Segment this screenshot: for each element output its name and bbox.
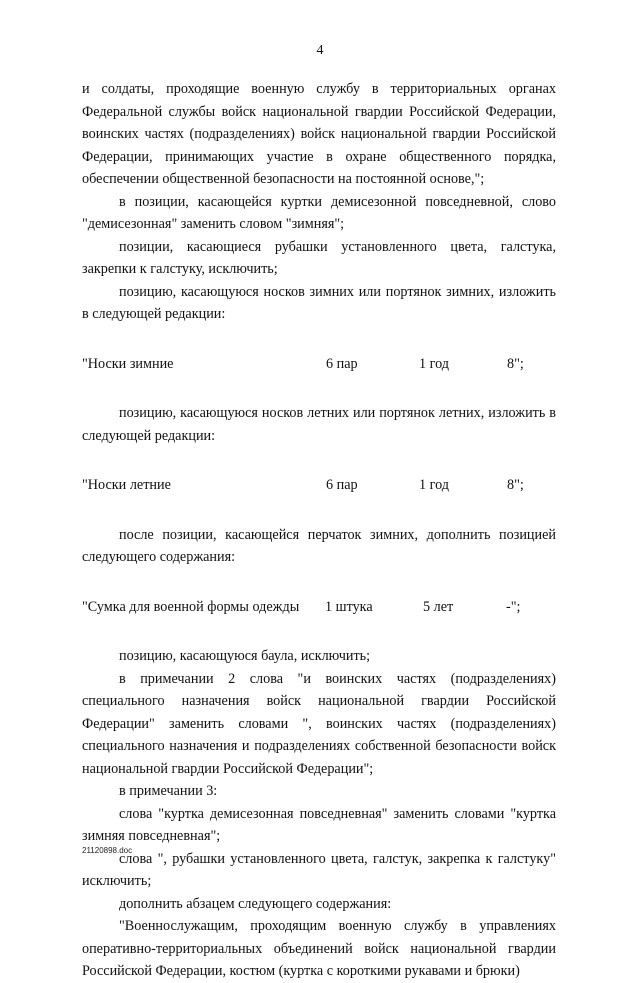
paragraph-gloves-add: после позиции, касающейся перчаток зимних, дополнить позицией следующего содержания: (82, 526, 556, 565)
table-row-bag (82, 596, 556, 619)
paragraph-servicemen: "Военнослужащим, проходящим военную службу в управлениях оперативно-территориальных объединений войск национальной гвардии Российской Федерации, костюм (куртка с короткими рукавами и брюки) (82, 918, 556, 979)
footer-doc-id: 21120898.doc (82, 846, 133, 855)
page-number: 4 (316, 43, 324, 58)
row-item: "Носки зимние (82, 355, 174, 372)
row-item: "Носки летние (82, 477, 171, 493)
row-item: "Сумка для военной формы одежды (82, 598, 300, 615)
row-number: 8"; (507, 477, 524, 493)
paragraph-note-3: в примечании 3: (119, 783, 218, 799)
row-term: 5 лет (423, 598, 454, 615)
paragraph-note-3-jacket: слова "куртка демисезонная повседневная" заменить словами "куртка зимняя повседневная"; (82, 805, 556, 844)
paragraph-baul-exclude: позицию, касающуюся баула, исключить; (119, 648, 371, 664)
paragraph-socks-summer: позицию, касающуюся носков летних или портянок летних, изложить в следующей редакции: (82, 405, 556, 444)
row-number: 8"; (507, 355, 524, 372)
paragraph-socks-winter: позицию, касающуюся носков зимних или портянок зимних, изложить в следующей редакции: (82, 283, 556, 322)
row-term: 1 год (419, 355, 450, 372)
paragraph-continuation: и солдаты, проходящие военную службу в территориальных органах Федеральной службы войск национальной гвардии Российской Федерации, воинских частях (подразделениях) войск национальной гвардии Российской Федерации, принимающих участие в охране общественного порядка, обеспечении общественной безопасности на постоянной основе,"; (82, 81, 556, 187)
paragraph-jacket-replace: в позиции, касающейся куртки демисезонной повседневной, слово "демисезонная" заменить словом "зимняя"; (82, 193, 556, 232)
row-quantity: 1 штука (325, 598, 373, 615)
paragraph-add-clause: дополнить абзацем следующего содержания: (119, 895, 392, 912)
paragraph-note-3-shirt: слова ", рубашки установленного цвета, галстук, закрепка к галстуку" исключить; (82, 850, 556, 889)
table-row-socks-summer (82, 474, 556, 497)
paragraph-shirt-exclude: позиции, касающиеся рубашки установленного цвета, галстука, закрепки к галстуку, исключить; (82, 238, 556, 277)
table-row-socks-winter (82, 353, 556, 376)
document-body (82, 78, 556, 983)
row-quantity: 6 пар (326, 477, 358, 493)
row-quantity: 6 пар (326, 355, 358, 372)
row-number: -"; (506, 598, 521, 615)
paragraph-note-2: в примечании 2 слова "и воинских частях (подразделениях) специального назначения войск национальной гвардии Российской Федерации" заменить словами ", воинских частях (подразделениях) специального назначения и подразделениях собственной безопасности войск национальной гвардии Российской Федерации"; (82, 670, 556, 777)
row-term: 1 год (419, 477, 450, 493)
